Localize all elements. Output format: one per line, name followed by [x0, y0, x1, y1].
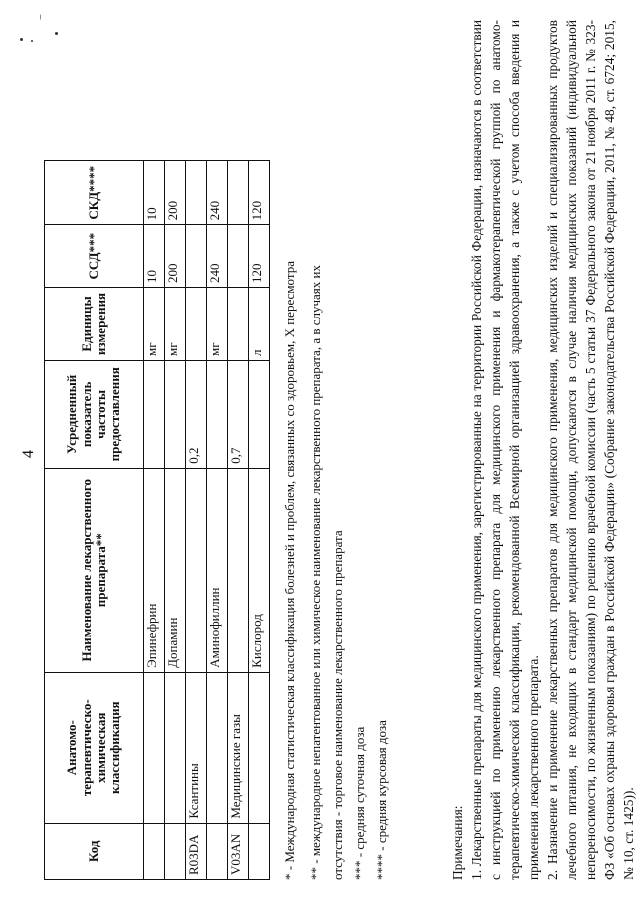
notes-section [448, 20, 638, 880]
table-row [144, 161, 165, 880]
cell-unit [228, 287, 249, 360]
header-skd: СКД**** [45, 161, 144, 225]
footnote-inn: ** - международное непатентованное или химическое наименование лекарственного препарата, а в случаях их [308, 265, 323, 880]
cell-name: Допамин [165, 468, 186, 672]
cell-unit: мг [207, 287, 228, 360]
cell-code: R03DA [186, 823, 207, 879]
cell-name: Кислород [249, 468, 270, 672]
rotated-page [20, 12, 637, 892]
cell-ssd: 120 [249, 225, 270, 288]
cell-unit: мг [165, 287, 186, 360]
header-atc: Анатомо-терапевтическо-химическая классификация [45, 672, 144, 823]
cell-code [249, 823, 270, 879]
header-ssd: ССД*** [45, 225, 144, 288]
drug-table [44, 160, 270, 880]
page-number: 4 [20, 450, 37, 458]
cell-unit [186, 287, 207, 360]
note-paragraph-1: 1. Лекарственные препараты для медицинского применения, зарегистрированные на территории Российской Федерации, назначаются в соответствии с инструкцией по применению лекарственного препарата для медицинского применения и фармакотерапевтической группой по анатомо-терапевтическо-химической классификации, рекомендованной Всемирной организацией здравоохранения, а также с учетом способа введения и применения лекарственного препарата. [469, 20, 542, 880]
cell-atc [207, 672, 228, 823]
cell-atc [144, 672, 165, 823]
cell-avg [165, 360, 186, 468]
cell-code [144, 823, 165, 879]
cell-avg [207, 360, 228, 468]
cell-skd: 10 [144, 161, 165, 225]
cell-skd: 120 [249, 161, 270, 225]
table-row [165, 161, 186, 880]
cell-name [186, 468, 207, 672]
cell-atc: Ксантины [186, 672, 207, 823]
cell-code: V03AN [228, 823, 249, 879]
footnote-inn-cont: отсутствия - торговое наименование лекарственного препарата [330, 530, 345, 880]
cell-skd: 240 [207, 161, 228, 225]
cell-code [207, 823, 228, 879]
cell-skd: 200 [165, 161, 186, 225]
cell-code [165, 823, 186, 879]
cell-avg [249, 360, 270, 468]
cell-name [228, 468, 249, 672]
footnote-skd: **** - средняя курсовая доза [374, 720, 389, 880]
footnote-icd: * - Международная статистическая классификация болезней и проблем, связанных со здоровьем, X пересмотра [282, 261, 297, 880]
note-paragraph-2: 2. Назначение и применение лекарственных препаратов для медицинского применения, медицинских изделий и специализированных продуктов лечебного питания, не входящих в стандарт медицинской помощи, допускаются в случае наличия медицинских показаний (индивидуальной непереносимости, по жизненным показаниям) по решению врачебной комиссии (часть 5 статьи 37 Федерального закона от 21 ноября 2011 г. № 323-ФЗ «Об основах охраны здоровья граждан в Российской Федерации» (Собрание законодательства Российской Федерации, 2011, № 48, ст. 6724; 2015, № 10, ст. 1425)). [545, 20, 637, 880]
cell-ssd: 200 [165, 225, 186, 288]
cell-atc [165, 672, 186, 823]
footnote-ssd: *** - средняя суточная доза [352, 726, 367, 880]
cell-name: Аминофиллин [207, 468, 228, 672]
header-avg-frequency: Усредненный показатель частоты предоставления [45, 360, 144, 468]
cell-ssd [186, 225, 207, 288]
cell-avg: 0,2 [186, 360, 207, 468]
table-row [249, 161, 270, 880]
cell-unit: мг [144, 287, 165, 360]
header-code: Код [45, 823, 144, 879]
header-unit: Единицы измерения [45, 287, 144, 360]
cell-ssd: 10 [144, 225, 165, 288]
notes-heading: Примечания: [450, 805, 465, 880]
cell-name: Эпинефрин [144, 468, 165, 672]
table-header-row [45, 161, 144, 880]
cell-skd [186, 161, 207, 225]
cell-ssd [228, 225, 249, 288]
cell-ssd: 240 [207, 225, 228, 288]
cell-unit: л [249, 287, 270, 360]
table-row [228, 161, 249, 880]
header-name: Наименование лекарственного препарата** [45, 468, 144, 672]
table-row [186, 161, 207, 880]
cell-avg [144, 360, 165, 468]
table-row [207, 161, 228, 880]
cell-avg: 0,7 [228, 360, 249, 468]
cell-skd [228, 161, 249, 225]
cell-atc [249, 672, 270, 823]
cell-atc: Медицинские газы [228, 672, 249, 823]
